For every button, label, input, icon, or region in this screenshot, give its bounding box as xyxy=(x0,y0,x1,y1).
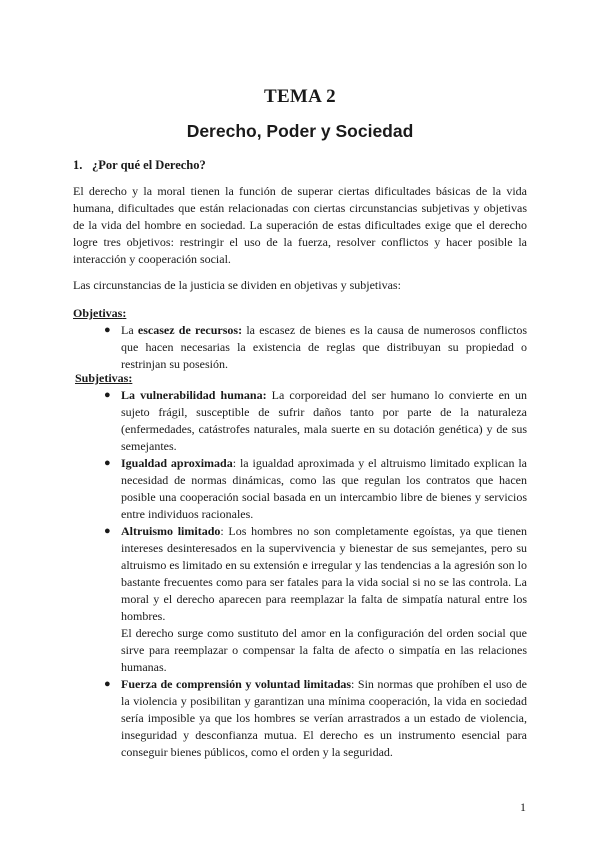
section-title: ¿Por qué el Derecho? xyxy=(92,158,206,172)
item-text: la escasez de bienes es la causa de numerosos conflictos que hacen necesarias la existencia de reglas que distribuyan su propiedad o restrinjan su posesión. xyxy=(121,323,528,371)
objetivas-label xyxy=(73,305,126,322)
item-text: : Los hombres no son completamente egoístas, ya que tienen intereses desinteresados en la supervivencia y bienestar de sus semejantes, pero su altruismo es limitado en su extensión e irregular y las tendencias a la agresión son lo bastante frecuentes como para ser fatales para la vida social si no se las controla. La moral y el derecho aparecen para reemplazar la falta de simpatía natural entre los hombres. xyxy=(121,524,527,623)
item-extra-text: El derecho surge como sustituto del amor en la configuración del orden social que sirve para reemplazar o compensar la falta de afecto o simpatía en las relaciones humanas. xyxy=(121,626,527,674)
subjetivas-list xyxy=(104,387,527,761)
bullet-icon: ● xyxy=(104,525,111,537)
page-number: 1 xyxy=(520,800,526,814)
list-item xyxy=(104,322,527,373)
list-item xyxy=(104,523,527,676)
item-term: escasez de recursos: xyxy=(137,323,243,337)
section-heading xyxy=(73,158,206,173)
bullet-icon: ● xyxy=(104,324,111,336)
item-text: La corporeidad del ser humano lo convierte en un sujeto frágil, susceptible de sufrir daños tanto por parte de la naturaleza (enfermedades, catástrofes naturales, mala suerte en su dotación genética) y de sus semejantes. xyxy=(121,388,528,453)
subjetivas-label-text: Subjetivas xyxy=(75,371,129,385)
list-item xyxy=(104,455,527,523)
page-title: TEMA 2 xyxy=(263,86,336,107)
bullet-icon: ● xyxy=(104,389,111,401)
page-subtitle: Derecho, Poder y Sociedad xyxy=(186,121,414,141)
section-number: 1. xyxy=(73,158,83,172)
item-text: : Sin normas que prohíben el uso de la violencia y posibilitan y garantizan una mínima cooperación, la vida en sociedad sería imposible ya que los hombres se verían arrastrados a un estado de violencia, inseguridad y desconfianza mutua. El derecho es un instrumento esencial para conseguir bienes públicos, como el orden y la seguridad. xyxy=(121,677,527,759)
subjetivas-label-colon: : xyxy=(128,371,133,385)
circumstances-intro: Las circunstancias de la justicia se dividen en objetivas y subjetivas: xyxy=(73,278,401,292)
item-text: : la igualdad aproximada y el altruismo limitado explican la necesidad de normas dinámicas, como las que regulan los contratos que hacen posible una cooperación social basada en un intercambio libre de bienes y servicios entre individuos racionales. xyxy=(121,456,528,521)
objetivas-label-colon: : xyxy=(122,306,127,320)
list-item xyxy=(104,387,527,455)
objetivas-label-text: Objetivas xyxy=(73,306,123,320)
item-term: Fuerza de comprensión y voluntad limitadas xyxy=(121,677,352,691)
objetivas-list xyxy=(104,322,527,373)
bullet-icon: ● xyxy=(104,678,111,690)
list-item xyxy=(104,676,527,761)
intro-paragraph: El derecho y la moral tienen la función de superar ciertas dificultades básicas de la vida humana, dificultades que están relacionadas con ciertas circunstancias subjetivas y objetivas de la vida del hombre en sociedad. La superación de estas dificultades exige que el derecho logre tres objetivos: restringir el uso de la fuerza, resolver conflictos y hacer posible la interacción y cooperación social. xyxy=(73,184,527,266)
item-term: La vulnerabilidad humana: xyxy=(121,388,267,402)
item-prefix: La xyxy=(121,323,138,337)
subjetivas-label xyxy=(75,370,132,387)
item-term: Igualdad aproximada xyxy=(121,456,233,470)
item-term: Altruismo limitado xyxy=(121,524,221,538)
bullet-icon: ● xyxy=(104,457,111,469)
